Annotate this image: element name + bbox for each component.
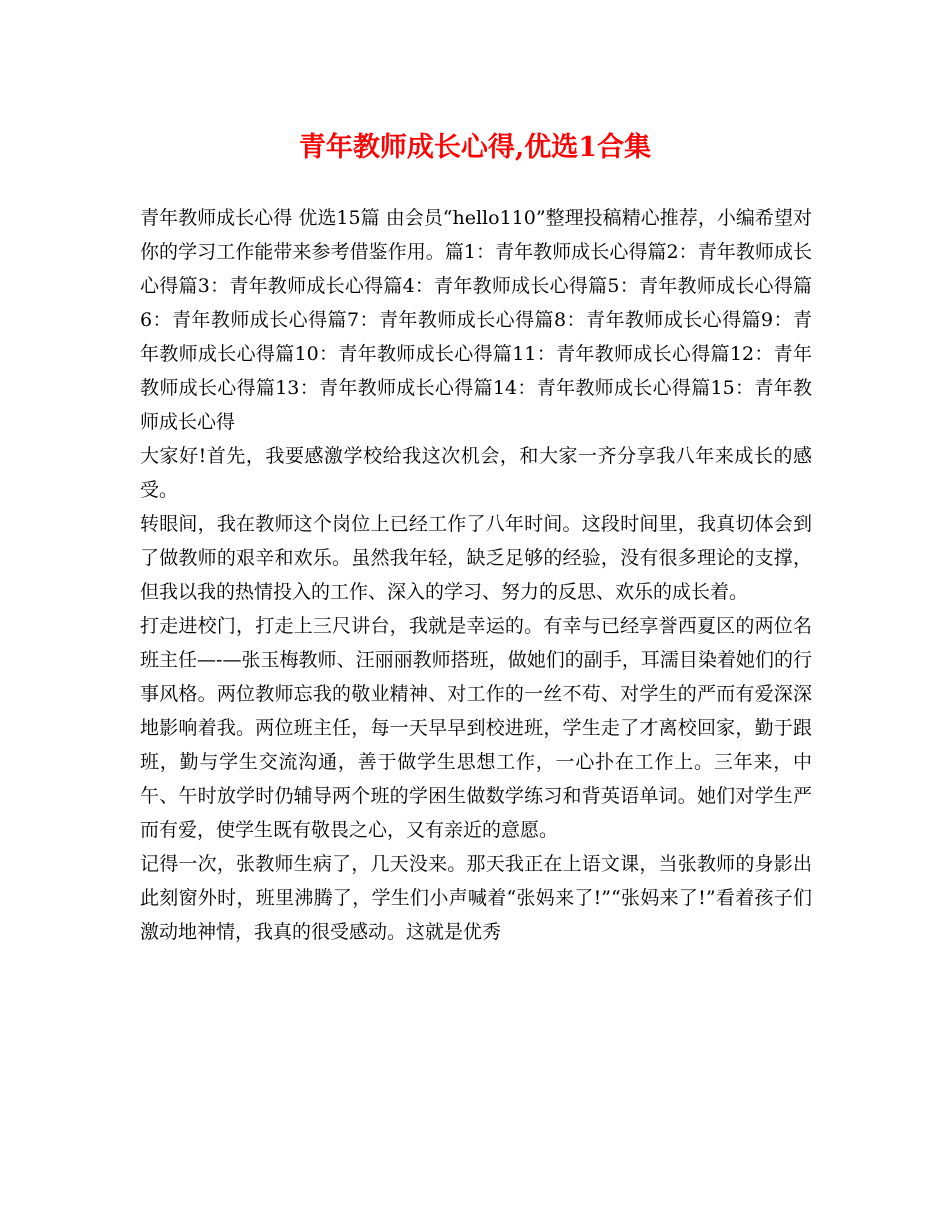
document-body (140, 201, 812, 949)
document-title: 青年教师成长心得,优选1合集 (298, 132, 652, 163)
paragraph-memory: 记得一次，张教师生病了，几天没来。那天我正在上语文课，当张教师的身影出此刻窗外时，班里沸腾了，学生们小声喊着“张妈来了!”“张妈来了!”看着孩子们激动地神情，我真的很受感动。这就是优秀 (140, 853, 812, 943)
paragraph-mentors: 打走进校门，打走上三尺讲台，我就是幸运的。有幸与已经享誉西夏区的两位名班主任—-—张玉梅教师、汪丽丽教师搭班，做她们的副手，耳濡目染着她们的行事风格。两位教师忘我的敬业精神、对工作的一丝不苟、对学生的严而有爱深深地影响着我。两位班主任，每一天早早到校进班，学生走了才离校回家，勤于跟班，勤与学生交流沟通，善于做学生思想工作，一心扑在工作上。三年来，中午、午时放学时仍辅导两个班的学困生做数学练习和背英语单词。她们对学生严而有爱，使学生既有敬畏之心，又有亲近的意愿。 (140, 615, 812, 841)
paragraph-intro: 青年教师成长心得 优选15篇 由会员“hello110”整理投稿精心推荐，小编希望对你的学习工作能带来参考借鉴作用。篇1：青年教师成长心得篇2：青年教师成长心得篇3：青年教师成长心得篇4：青年教师成长心得篇5：青年教师成长心得篇6：青年教师成长心得篇7：青年教师成长心得篇8：青年教师成长心得篇9：青年教师成长心得篇10：青年教师成长心得篇11：青年教师成长心得篇12：青年教师成长心得篇13：青年教师成长心得篇14：青年教师成长心得篇15：青年教师成长心得 (140, 207, 812, 433)
paragraph-eight-years: 转眼间，我在教师这个岗位上已经工作了八年时间。这段时间里，我真切体会到了做教师的艰辛和欢乐。虽然我年轻，缺乏足够的经验，没有很多理论的支撑，但我以我的热情投入的工作、深入的学习、努力的反思、欢乐的成长着。 (140, 513, 812, 603)
paragraph-greeting: 大家好!首先，我要感激学校给我这次机会，和大家一齐分享我八年来成长的感受。 (140, 445, 812, 501)
